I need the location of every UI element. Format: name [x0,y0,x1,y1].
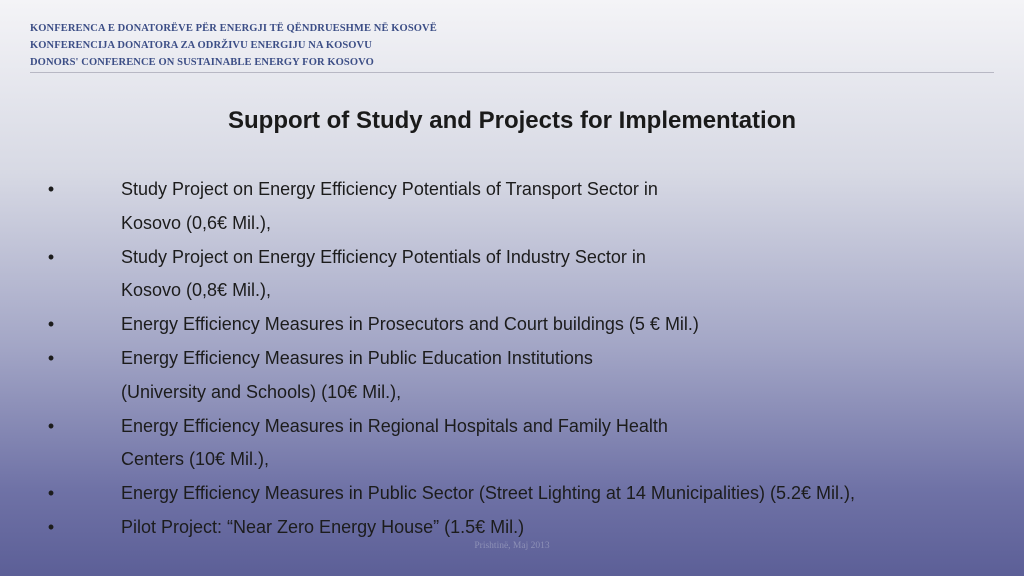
bullet-text: (University and Schools) (10€ Mil.), [121,381,402,402]
bullet-text: Energy Efficiency Measures in Public Sector (Street Lighting at 14 Municipalities) (5.2€ Mil.), [121,483,855,504]
bullet-marker: • [47,517,55,537]
slide-title: Support of Study and Projects for Implementation [227,107,797,134]
bullet-item [0,341,1024,375]
bullet-text: Pilot Project: “Near Zero Energy House” (1.5€ Mil.) [121,517,525,537]
header-line-albanian: KONFERENCA E DONATORËVE PËR ENERGJI TË QËNDRUESHME NË KOSOVË [30,23,437,34]
bullet-marker: • [47,483,55,504]
bullet-item [0,510,1024,544]
bullet-marker: • [47,415,55,436]
bullet-text: Energy Efficiency Measures in Prosecutors and Court buildings (5 € Mil.) [121,314,699,335]
bullet-marker: • [47,348,55,368]
bullet-marker: • [47,179,55,199]
bullet-text: Centers (10€ Mil.), [121,449,270,470]
bullet-item-continuation [0,375,1024,409]
footer-location-date: Prishtinë, Maj 2013 [474,541,550,551]
bullet-text: Kosovo (0,8€ Mil.), [121,280,272,301]
bullet-item [0,307,1024,341]
header-line-english: DONORS' CONFERENCE ON SUSTAINABLE ENERGY FOR KOSOVO [30,57,374,68]
bullet-item [0,240,1024,274]
bullet-item-continuation [0,206,1024,240]
bullet-marker: • [47,314,55,335]
bullet-item [0,172,1024,206]
bullet-item-continuation [0,442,1024,476]
bullet-item [0,476,1024,510]
conference-header [30,20,994,71]
bullet-item [0,409,1024,443]
bullet-item-continuation [0,273,1024,307]
bullet-marker: • [47,246,55,267]
bullet-text: Study Project on Energy Efficiency Potentials of Transport Sector in [121,179,658,199]
bullet-text: Kosovo (0,6€ Mil.), [121,212,272,233]
bullet-text: Energy Efficiency Measures in Public Education Institutions [121,348,593,368]
bullet-text: Study Project on Energy Efficiency Potentials of Industry Sector in [121,246,646,267]
header-divider [30,72,994,73]
header-line-serbian: KONFERENCIJA DONATORA ZA ODRŽIVU ENERGIJU NA KOSOVU [30,40,372,51]
bullet-text: Energy Efficiency Measures in Regional Hospitals and Family Health [121,415,668,436]
